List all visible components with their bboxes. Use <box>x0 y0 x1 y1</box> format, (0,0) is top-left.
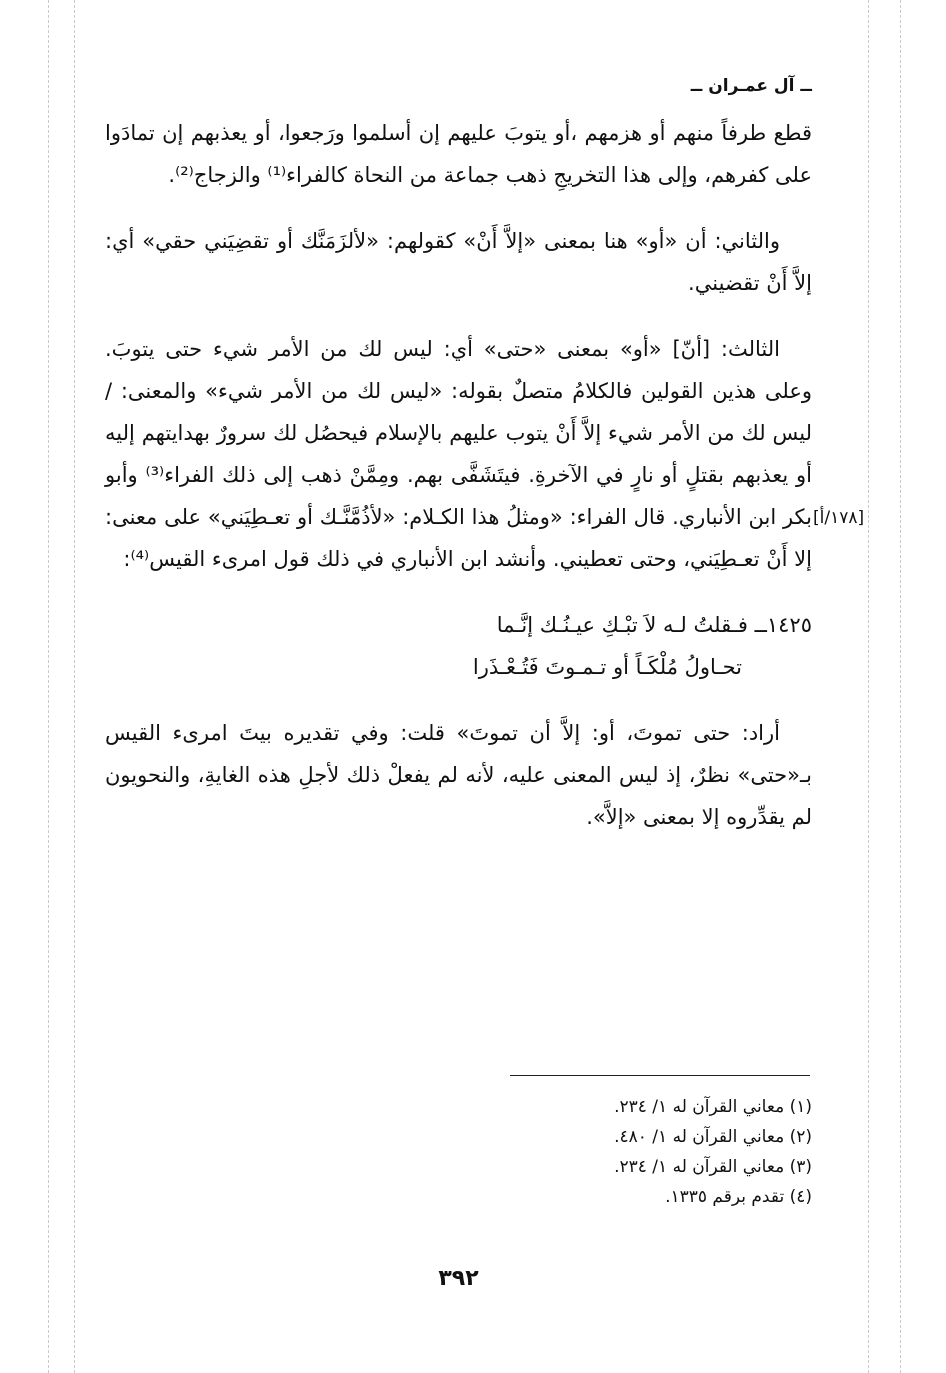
footnotes <box>105 1092 812 1212</box>
footnote-item: (٢) معاني القرآن له ١/ ٤٨٠. <box>614 1127 812 1147</box>
ruler-line <box>48 0 49 1373</box>
ruler-line <box>900 0 901 1373</box>
footnote-separator <box>510 1075 810 1076</box>
footnote-item: (٣) معاني القرآن له ١/ ٢٣٤. <box>614 1157 812 1177</box>
main-text <box>105 112 812 838</box>
paragraph-3: الثالث: [أنّ] «أو» بمعنى «حتى» أي: ليس لك من الأمر شيء حتى يتوبَ. وعلى هذين القولين فالكلامُ متصلٌ بقوله: «ليس لك من الأمر شيء» والمعنى: / ليس لك من الأمر شيء إلاَّ أَنْ يتوب عليهم بالإسلام فيحصُل لك سرورٌ بهدايتهم إليه أو يعذبهم بقتلٍ أو نارٍ في الآخرةِ. فيتَشَفَّى بهم. ومِمَّنْ ذهب إلى ذلك الفراء⁽³⁾ وأبو بكر ابن الأنباري. قال الفراء: «ومثلُ هذا الكـلام: «لأذُمَّنَّـك أو تعـطِيَني» على معنى: إلا أَنْ تعـطِيَني، وحتى تعطيني. وأنشد ابن الأنباري في ذلك قول امرىء القيس⁽⁴⁾: <box>105 337 812 571</box>
verse-second-hemistich: تحـاولُ مُلْكَـاً أو تـمـوتَ فَتُـعْـذَرا <box>472 655 742 679</box>
book-page <box>105 0 865 1373</box>
footnote-item: (٤) تقدم برقم ١٣٣٥. <box>665 1187 812 1207</box>
manuscript-folio-note: [١٧٨/أ] <box>813 508 865 528</box>
footnote-item: (١) معاني القرآن له ١/ ٢٣٤. <box>614 1097 812 1117</box>
paragraph-1: قطع طرفاً منهم أو هزمهم ،أو يتوبَ عليهم إن أسلموا ورَجعوا، أو يعذبهم إن تمادَوا على كفرهم، وإلى هذا التخريجِ ذهب جماعة من النحاة كالفراء⁽¹⁾ والزجاج⁽²⁾. <box>105 121 812 187</box>
page-number: ٣٩٢ <box>438 1266 479 1291</box>
verse-first-hemistich: ١٤٢٥ــ فـقلتُ لـه لاَ تبْـكِ عيـنُـك إنَّـما <box>496 613 812 637</box>
paragraph-2: والثاني: أن «أو» هنا بمعنى «إلاَّ أَنْ» كقولهم: «لألزَمَنَّك أو تقضِيَني حقي» أي: إلاَّ أَنْ تقضيني. <box>105 229 812 295</box>
ruler-line <box>868 0 869 1373</box>
paragraph-4: أراد: حتى تموتَ، أو: إلاَّ أن تموتَ» قلت: وفي تقديره بيتَ امرىء القيس بـ«حتى» نظرٌ، إذ ليس المعنى عليه، لأنه لم يفعلْ ذلك لأجلِ هذه الغايةِ، والنحويون لم يقدِّروه إلا بمعنى «إلاَّ». <box>105 721 812 829</box>
poetry-verse <box>105 604 812 688</box>
running-header: ــ آل عمـران ــ <box>690 76 812 96</box>
ruler-line <box>74 0 75 1373</box>
